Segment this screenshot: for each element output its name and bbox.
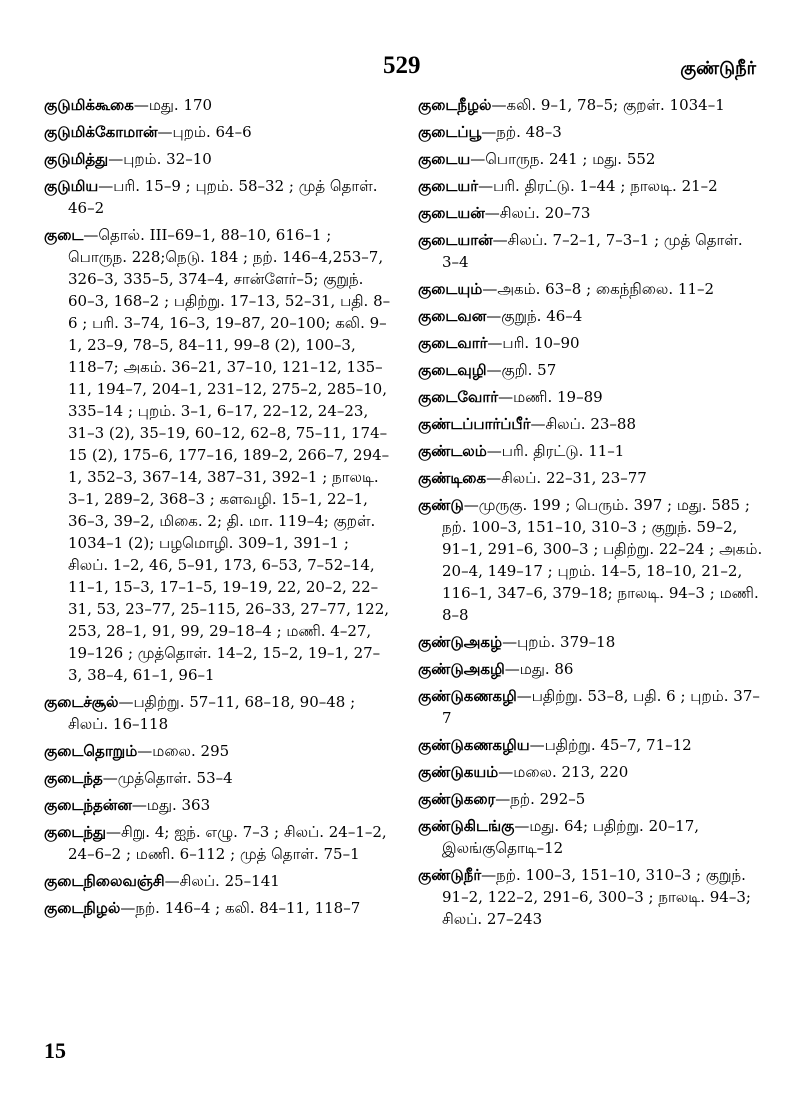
index-entry	[44, 740, 392, 762]
entry-references: —நற். 292–5	[495, 790, 586, 808]
index-entry	[418, 359, 764, 381]
entry-headword: குடைச்சூல்	[44, 693, 119, 711]
entry-headword: குடைநிலைவஞ்சி	[44, 872, 165, 890]
entry-references: —தொல். III–69–1, 88–10, 616–1 ; பொருந. 228;நெடு. 184 ; நற். 146–4,253–7, 326–3, 335–5, 374–4, சான்ளேர்–5; குறுந். 60–3, 168–2 ; பதிற்று. 17–13, 52–31, பதி. 8–6 ; பரி. 3–74, 16–3, 19–87, 20–100; கலி. 9–1, 23–9, 78–5, 84–11, 99–8 (2), 100–3, 118–7; அகம். 36–21, 37–10, 121–12, 135–11, 194–7, 204–1, 231–12, 275–2, 285–10, 335–14 ; புறம். 3–1, 6–17, 22–12, 24–23, 31–3 (2), 35–19, 60–12, 62–8, 75–11, 174–15 (2), 175–6, 177–16, 189–2, 266–7, 294–1, 352–3, 367–14, 387–31, 392–1 ; நாலடி. 3–1, 289–2, 368–3 ; களவழி. 15–1, 22–1, 36–3, 39–2, மிகை. 2; தி. மா. 119–4; குறள். 1034–1 (2); பழமொழி. 309–1, 391–1 ; சிலப். 1–2, 46, 5–91, 173, 6–53, 7–52–14, 11–1, 15–3, 17–1–5, 19–19, 22, 20–2, 22–31, 53, 23–77, 25–115, 26–33, 27–77, 122, 253, 28–1, 91, 99, 29–18–4 ; மணி. 4–27, 19–126 ; முத்தொள். 14–2, 15–2, 19–1, 27–3, 38–4, 61–1, 96–1	[68, 226, 391, 684]
left-column	[44, 94, 392, 924]
entry-references: —பதிற்று. 57–11, 68–18, 90–48 ; சிலப். 16–118	[68, 693, 356, 733]
entry-references: —மணி. 19–89	[498, 388, 603, 406]
entry-headword: குண்டிகை	[418, 469, 487, 487]
entry-headword: குண்டுகிடங்கு	[418, 817, 515, 835]
entry-headword: குடைவோர்	[418, 388, 499, 406]
entry-headword: குண்டலம்	[418, 442, 487, 460]
entry-headword: குடைந்தன்ன	[44, 796, 132, 814]
entry-headword: குண்டுநீர்	[418, 866, 482, 884]
index-entry	[44, 94, 392, 116]
index-entry	[418, 121, 764, 143]
entry-references: —பொருந. 241 ; மது. 552	[470, 150, 656, 168]
index-entry	[418, 467, 764, 489]
entry-references: —சிலப். 23–88	[530, 415, 637, 433]
index-entry	[44, 870, 392, 892]
index-entry	[418, 494, 764, 626]
entry-headword: குடைவார்	[418, 334, 488, 352]
entry-headword: குண்டுகயம்	[418, 763, 499, 781]
index-entry	[418, 148, 764, 170]
index-entry	[418, 788, 764, 810]
index-entry	[418, 94, 764, 116]
running-head: குண்டுநீர்	[680, 58, 756, 79]
entry-references: —மலை. 295	[137, 742, 230, 760]
index-entry	[44, 121, 392, 143]
entry-references: —மது. 170	[133, 96, 213, 114]
index-entry	[418, 658, 764, 680]
entry-headword: குடையும்	[418, 280, 483, 298]
entry-references: —நற். 146–4 ; கலி. 84–11, 118–7	[120, 899, 361, 917]
entry-headword: குடுமிக்கோமான்	[44, 123, 158, 141]
entry-headword: குடைநிழல்	[44, 899, 121, 917]
entry-headword: குடைந்த	[44, 769, 103, 787]
entry-headword: குடைப்பூ	[418, 123, 482, 141]
entry-headword: குடை	[44, 226, 84, 244]
page-header	[0, 52, 800, 86]
entry-references: —பதிற்று. 53–8, பதி. 6 ; புறம். 37–7	[442, 687, 760, 727]
entry-references: —புறம். 32–10	[108, 150, 212, 168]
signature-mark: 15	[44, 1038, 66, 1063]
index-entry	[418, 685, 764, 729]
entry-headword: குடையான்	[418, 231, 493, 249]
entry-references: —பதிற்று. 45–7, 71–12	[529, 736, 692, 754]
index-entry	[418, 229, 764, 273]
entry-references: —நற். 100–3, 151–10, 310–3 ; குறுந். 91–2, 122–2, 291–6, 300–3 ; நாலடி. 94–3; சிலப். 27–243	[442, 866, 751, 928]
entry-references: —மது. 86	[504, 660, 574, 678]
entry-headword: குடையர்	[418, 177, 479, 195]
entry-headword: குடுமித்து	[44, 150, 109, 168]
index-entry	[418, 175, 764, 197]
index-entry	[418, 734, 764, 756]
index-entry	[44, 897, 392, 919]
index-entry	[418, 413, 764, 435]
entry-references: —அகம். 63–8 ; கைந்நிலை. 11–2	[482, 280, 715, 298]
entry-references: —பரி. 15–9 ; புறம். 58–32 ; முத் தொள். 46–2	[68, 177, 378, 217]
index-entry	[418, 631, 764, 653]
entry-references: —பரி. 10–90	[487, 334, 580, 352]
index-entry	[44, 767, 392, 789]
entry-references: —சிறு. 4; ஐந். எழு. 7–3 ; சிலப். 24–1–2, 24–6–2 ; மணி. 6–112 ; முத் தொள். 75–1	[68, 823, 387, 863]
entry-references: —குறி. 57	[486, 361, 557, 379]
entry-headword: குண்டுகணகழி	[418, 687, 517, 705]
entry-headword: குண்டு	[418, 496, 464, 514]
index-entry	[44, 691, 392, 735]
index-entry	[44, 821, 392, 865]
index-entry	[418, 202, 764, 224]
entry-references: —பரி. திரட்டு. 11–1	[486, 442, 625, 460]
entry-references: —பரி. திரட்டு. 1–44 ; நாலடி. 21–2	[478, 177, 718, 195]
entry-headword: குண்டுஅகழி	[418, 660, 505, 678]
entry-headword: குடைவன	[418, 307, 487, 325]
entry-references: —மது. 64; பதிற்று. 20–17, இலங்குதொடி–12	[442, 817, 700, 857]
entry-headword: குடையன்	[418, 204, 485, 222]
entry-references: —புறம். 64–6	[157, 123, 252, 141]
index-entry	[418, 761, 764, 783]
entry-headword: குடுமிய	[44, 177, 99, 195]
index-entry	[418, 440, 764, 462]
right-column	[418, 94, 764, 935]
entry-headword: குடைவுழி	[418, 361, 487, 379]
entry-headword: குண்டப்பார்ப்பீர்	[418, 415, 531, 433]
entry-references: —புறம். 379–18	[502, 633, 616, 651]
index-entry	[418, 815, 764, 859]
index-entry	[418, 864, 764, 930]
index-entry	[44, 224, 392, 686]
page-number: 529	[383, 52, 421, 79]
entry-headword: குண்டுகரை	[418, 790, 496, 808]
entry-headword: குண்டுஅகழ்	[418, 633, 503, 651]
index-entry	[418, 386, 764, 408]
entry-headword: குடைநீழல்	[418, 96, 492, 114]
index-entry	[418, 332, 764, 354]
index-entry	[44, 148, 392, 170]
entry-headword: குடுமிக்கூகை	[44, 96, 134, 114]
entry-references: —நற். 48–3	[481, 123, 562, 141]
entry-headword: குடைய	[418, 150, 471, 168]
entry-references: —கலி. 9–1, 78–5; குறள். 1034–1	[491, 96, 725, 114]
index-entry	[418, 278, 764, 300]
index-entry	[44, 175, 392, 219]
entry-references: —முத்தொள். 53–4	[102, 769, 233, 787]
entry-references: —மது. 363	[131, 796, 211, 814]
index-entry	[418, 305, 764, 327]
entry-references: —குறுந். 46–4	[486, 307, 583, 325]
entry-references: —சிலப். 22–31, 23–77	[486, 469, 647, 487]
entry-references: —சிலப். 20–73	[484, 204, 591, 222]
entry-references: —சிலப். 25–141	[164, 872, 280, 890]
entry-headword: குடைதொறும்	[44, 742, 138, 760]
entry-headword: குண்டுகணகழிய	[418, 736, 530, 754]
entry-references: —மலை. 213, 220	[498, 763, 629, 781]
entry-references: —சிலப். 7–2–1, 7–3–1 ; முத் தொள். 3–4	[442, 231, 743, 271]
index-entry	[44, 794, 392, 816]
entry-headword: குடைந்து	[44, 823, 107, 841]
entry-references: —முருகு. 199 ; பெரும். 397 ; மது. 585 ; நற். 100–3, 151–10, 310–3 ; குறுந். 59–2, 91–1, 291–6, 300–3 ; பதிற்று. 22–24 ; அகம். 20–4, 149–17 ; புறம். 14–5, 18–10, 21–2, 116–1, 347–6, 379–18; நாலடி. 94–3 ; மணி. 8–8	[442, 496, 763, 624]
